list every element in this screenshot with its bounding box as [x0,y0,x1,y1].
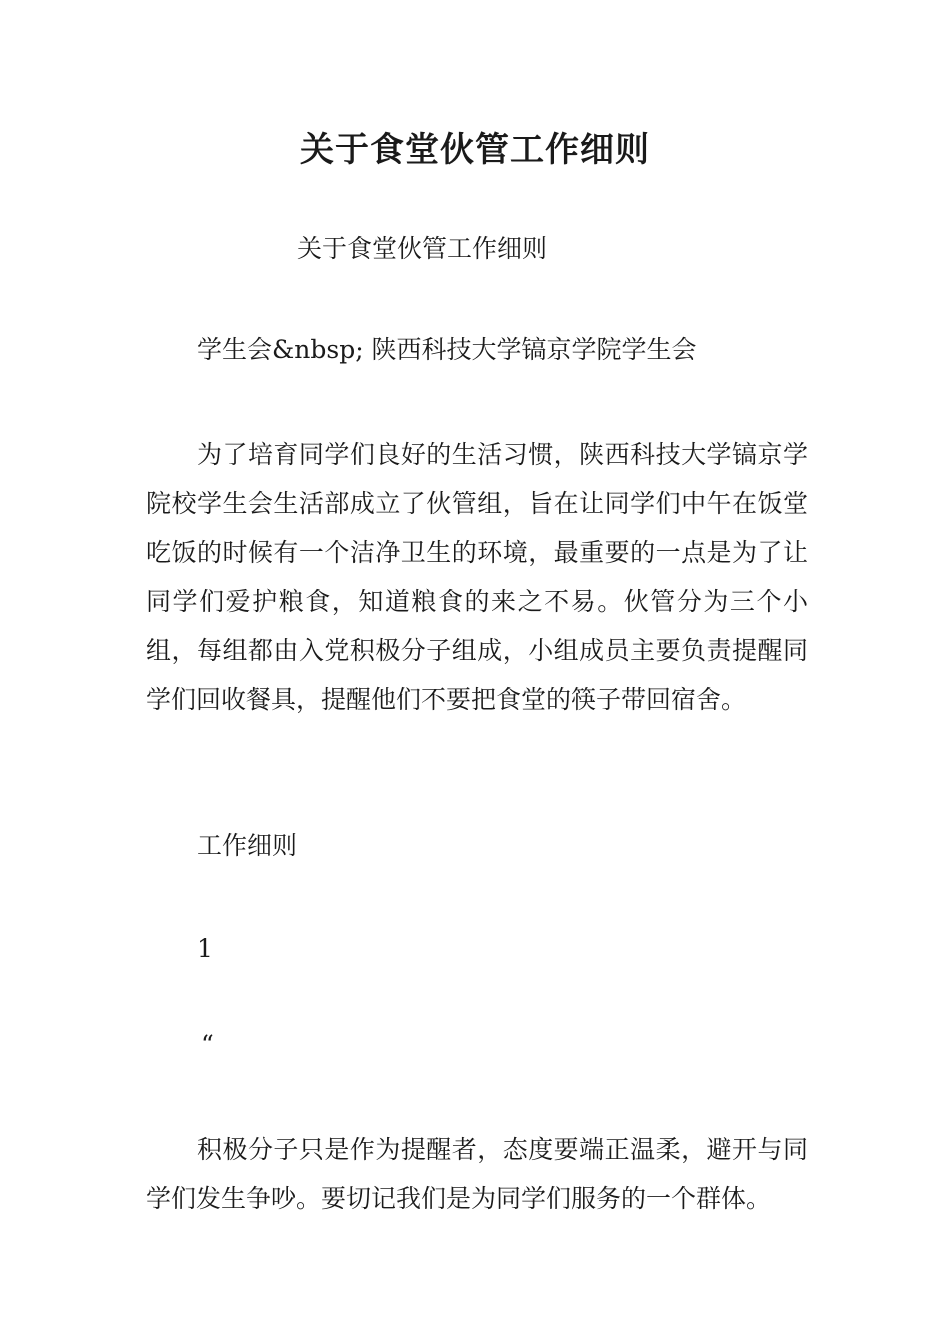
intro-paragraph: 为了培育同学们良好的生活习惯，陕西科技大学镐京学院校学生会生活部成立了伙管组，旨在让同学们中午在饭堂吃饭的时候有一个洁净卫生的环境，最重要的一点是为了让同学们爱护粮食，知道粮食的来之不易。伙管分为三个小组，每组都由入党积极分子组成，小组成员主要负责提醒同学们回收餐具，提醒他们不要把食堂的筷子带回宿舍。 [146,440,808,714]
item-number: 1 [197,934,213,963]
opening-quote-mark: “ [201,1030,214,1059]
document-subtitle: 关于食堂伙管工作细则 [297,234,548,263]
author-line: 学生会&nbsp; 陕西科技大学镐京学院学生会 [197,335,697,364]
section-heading: 工作细则 [197,831,298,860]
document-title: 关于食堂伙管工作细则 [300,130,650,170]
rule-paragraph: 积极分子只是作为提醒者，态度要端正温柔，避开与同学们发生争吵。要切记我们是为同学们服务的一个群体。 [146,1135,808,1213]
